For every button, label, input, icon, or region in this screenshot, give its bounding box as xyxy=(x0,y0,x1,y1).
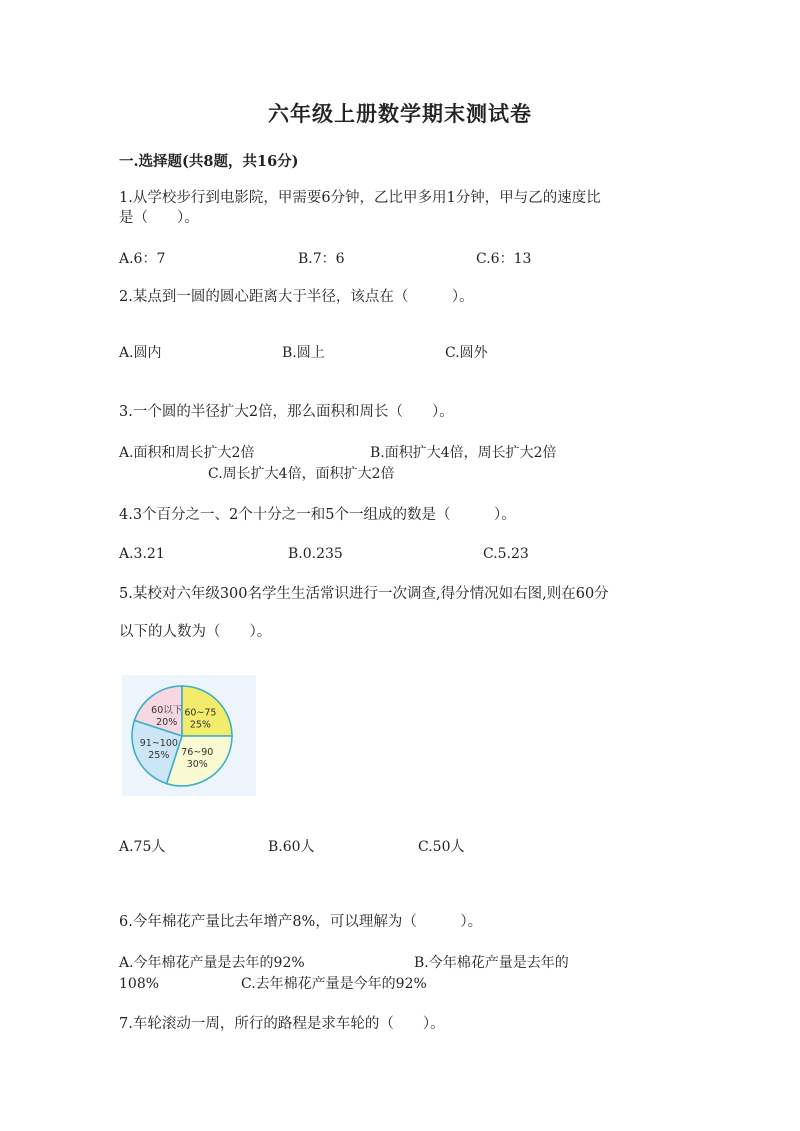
question-2-stem: 2.某点到一圆的圆心距离大于半径，该点在（ ）。 xyxy=(119,289,474,305)
question-1-option-c: C.6：13 xyxy=(476,251,532,267)
question-3-option-a: A.面积和周长扩大2倍 xyxy=(119,445,255,461)
pie-slice-label: 91~100 xyxy=(139,737,178,749)
pie-chart xyxy=(122,675,256,796)
question-6-option-b: B.今年棉花产量是去年的 xyxy=(414,955,569,971)
question-5-stem-line-2: 以下的人数为（ ）。 xyxy=(119,624,272,640)
question-4-option-a: A.3.21 xyxy=(119,546,165,562)
question-5-option-b: B.60人 xyxy=(268,839,315,855)
question-4-option-c: C.5.23 xyxy=(483,546,529,562)
pie-slice-label: 76~90 xyxy=(181,747,214,759)
pie-slice-value-label: 25% xyxy=(148,749,170,761)
question-2-option-c: C.圆外 xyxy=(445,345,488,361)
question-1-stem-line-2: 是（ ）。 xyxy=(119,210,199,226)
question-1-stem-line-1: 1.从学校步行到电影院，甲需要6分钟，乙比甲多用1分钟，甲与乙的速度比 xyxy=(119,190,601,206)
question-3-option-b: B.面积扩大4倍，周长扩大2倍 xyxy=(370,445,557,461)
question-3-option-c: C.周长扩大4倍，面积扩大2倍 xyxy=(208,466,395,482)
page-title: 六年级上册数学期末测试卷 xyxy=(268,101,532,126)
question-1-option-b: B.7：6 xyxy=(298,251,345,267)
pie-chart-svg xyxy=(122,675,256,796)
question-1-option-a: A.6：7 xyxy=(119,251,166,267)
question-6-option-b-continued: 108% xyxy=(119,976,160,992)
question-3-stem: 3.一个圆的半径扩大2倍，那么面积和周长（ ）。 xyxy=(119,404,454,420)
pie-slice-label: 60以下 xyxy=(151,704,183,716)
question-6-option-a: A.今年棉花产量是去年的92% xyxy=(119,955,305,971)
question-5-option-a: A.75人 xyxy=(119,839,166,855)
pie-slice-label: 60~75 xyxy=(184,707,217,719)
question-4-stem: 4.3个百分之一、2个十分之一和5个一组成的数是（ ）。 xyxy=(119,507,516,523)
question-5-stem-line-1: 5.某校对六年级300名学生生活常识进行一次调查,得分情况如右图,则在60分 xyxy=(119,586,609,602)
pie-slice-value-label: 20% xyxy=(156,716,178,728)
pie-slice-value-label: 25% xyxy=(189,719,211,731)
question-4-option-b: B.0.235 xyxy=(288,546,343,562)
question-5-option-c: C.50人 xyxy=(418,839,465,855)
question-6-option-c: C.去年棉花产量是今年的92% xyxy=(241,976,427,992)
question-2-option-a: A.圆内 xyxy=(119,345,162,361)
question-7-stem: 7.车轮滚动一周，所行的路程是求车轮的（ ）。 xyxy=(119,1016,445,1032)
section-heading: 一.选择题(共8题，共16分) xyxy=(119,153,299,170)
question-2-option-b: B.圆上 xyxy=(282,345,325,361)
pie-slice-value-label: 30% xyxy=(186,759,208,771)
question-6-stem: 6.今年棉花产量比去年增产8%，可以理解为（ ）。 xyxy=(119,914,483,930)
